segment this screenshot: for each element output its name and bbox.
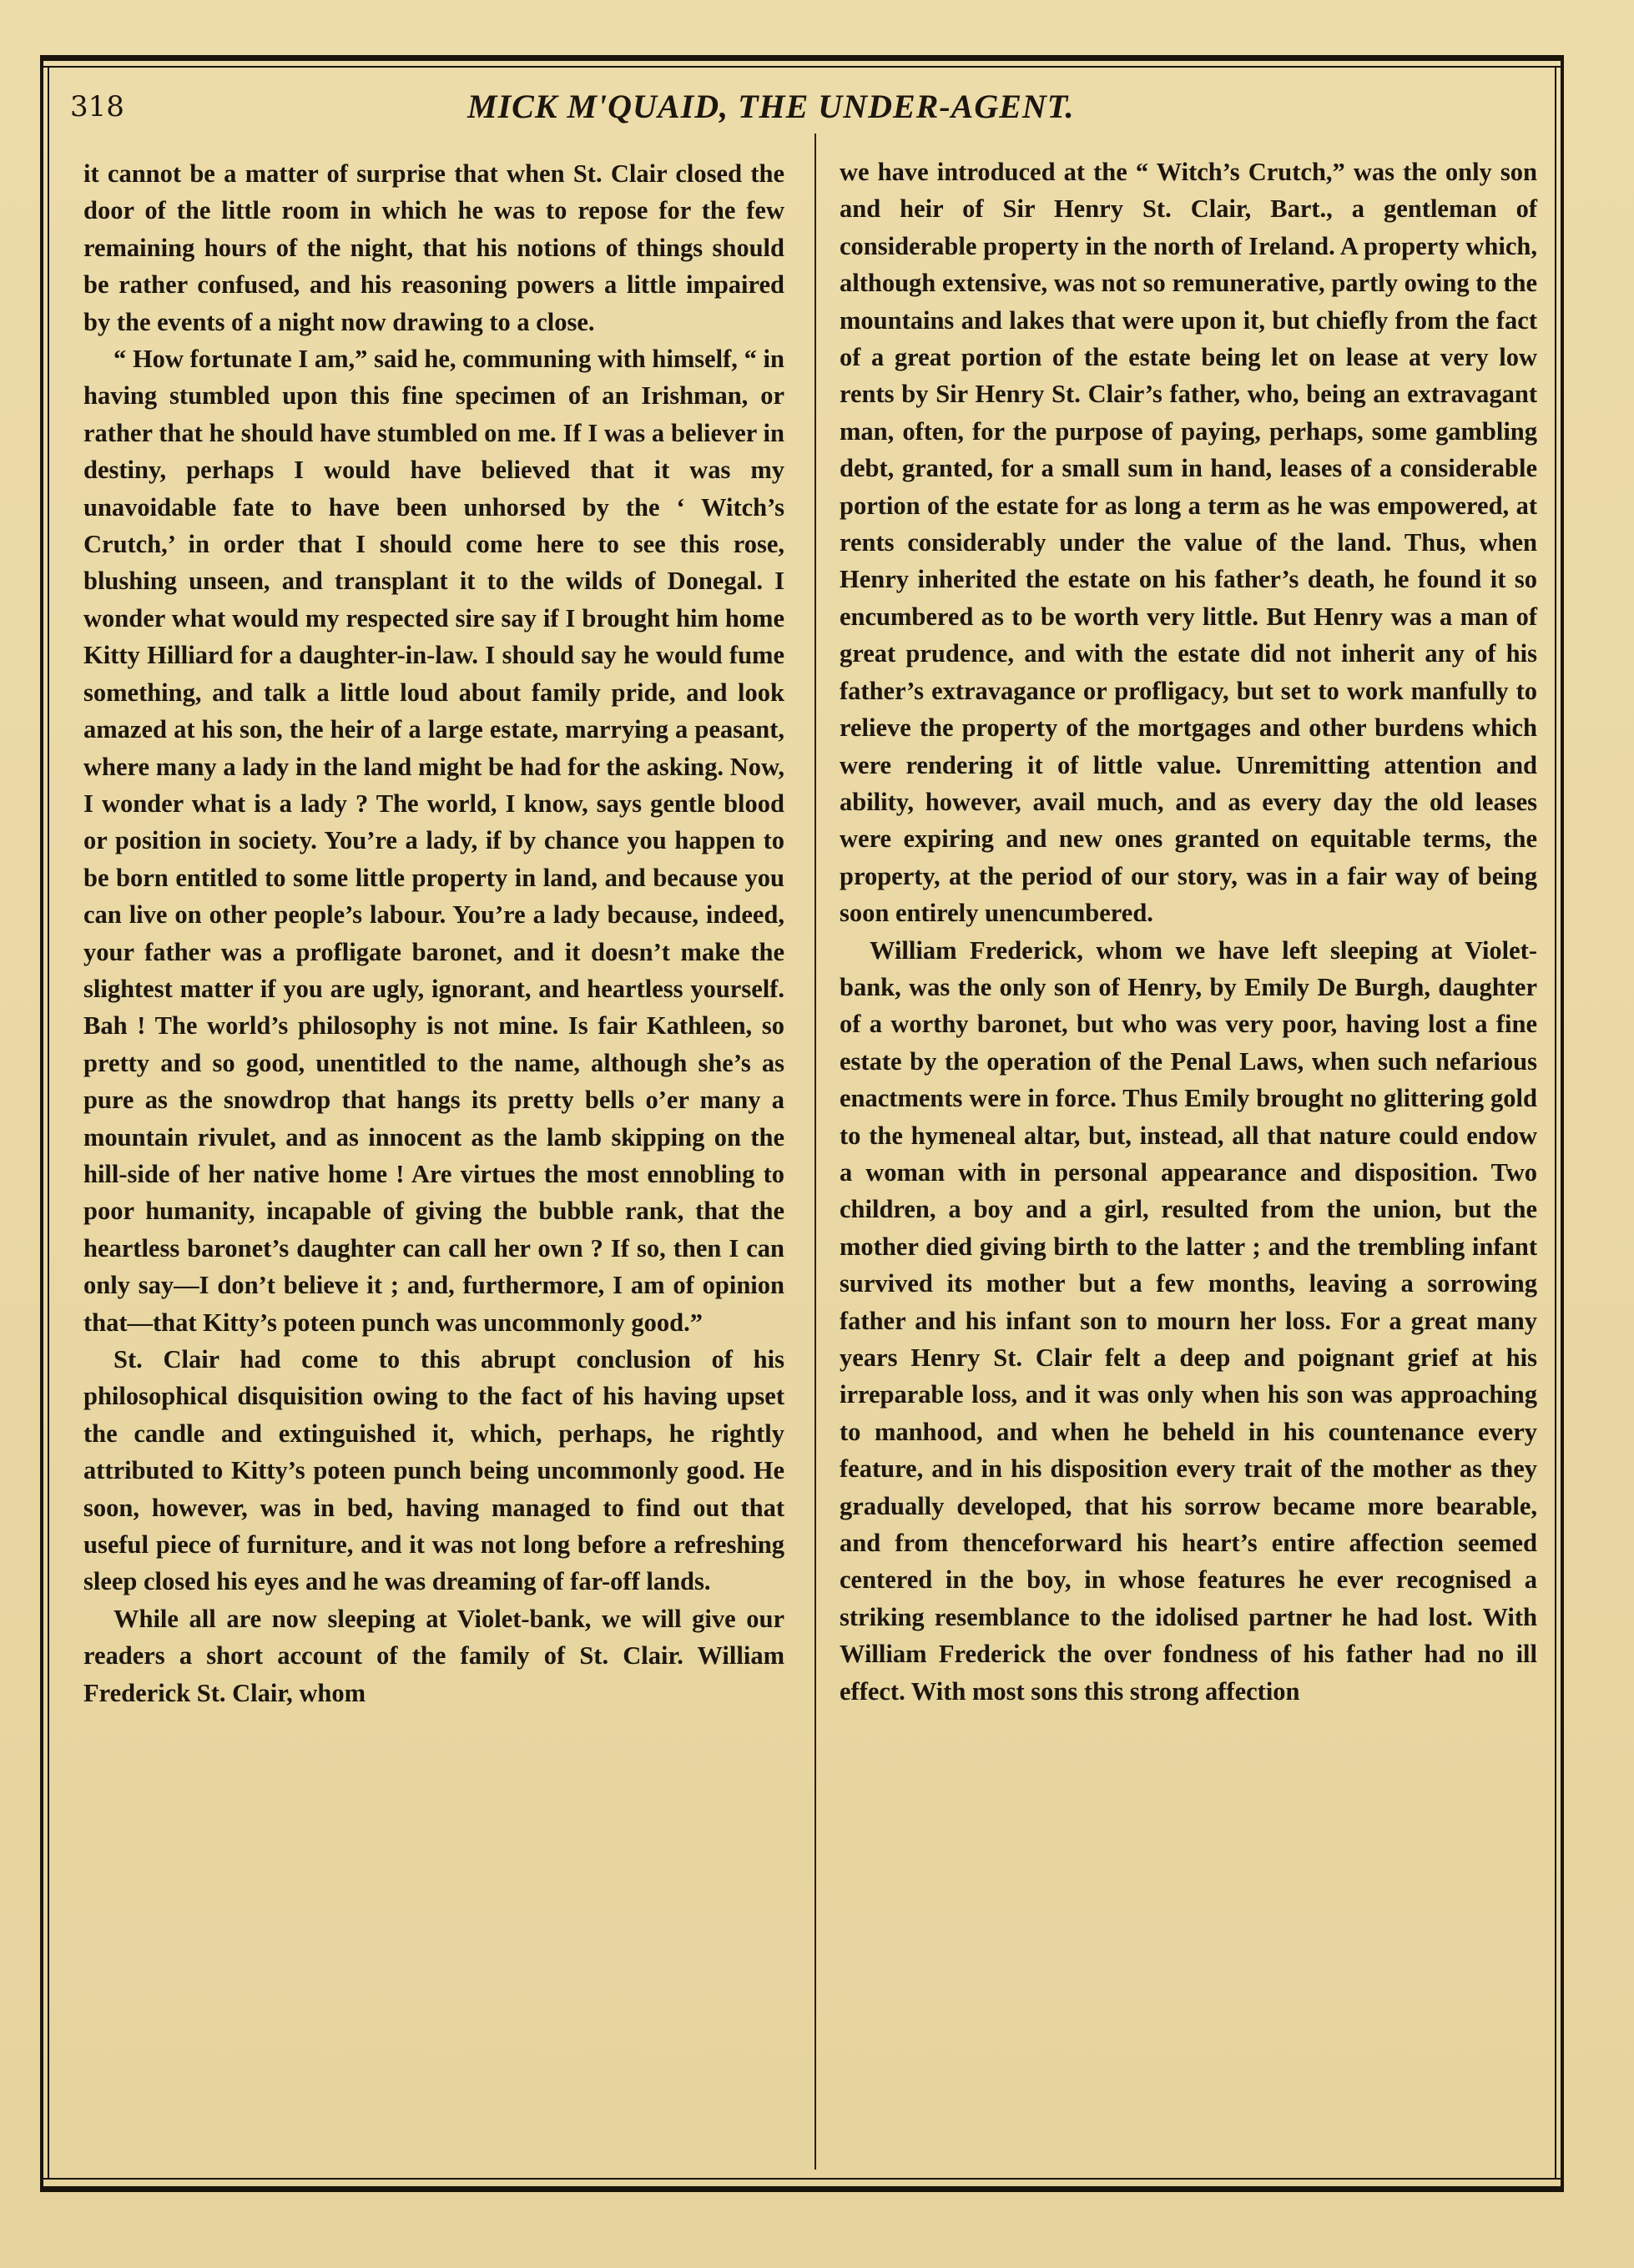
left-paragraph-4: While all are now sleeping at Violet-bank, we will give our readers a short account of the family of St. Clair. William Frederick St. Clair, whom — [83, 1604, 784, 1707]
bottom-border-rule — [40, 2186, 1564, 2192]
right-border-rule — [1561, 55, 1564, 2192]
left-paragraph-3: St. Clair had come to this abrupt conclusion of his philosophical disquisition owing to the fact of his having upset the candle and extinguished it, which, perhaps, he rightly attributed to Kitty’s poteen punch being uncommonly good. He soon, however, was in bed, having managed to find out that useful piece of furniture, and it was not long before a refreshing sleep closed his eyes and he was dreaming of far-off lands. — [83, 1345, 784, 1596]
right-paragraph-2: William Frederick, whom we have left sleeping at Violet-bank, was the only son of Henry, by Emily De Burgh, daughter of a worthy baronet, but who was very poor, having lost a fine estate by the operation of the Penal Laws, when such nefarious enactments were in force. Thus Emily brought no glittering gold to the hymeneal altar, but, instead, all that nature could endow a woman with in personal appearance and disposition. Two children, a boy and a girl, resulted from the union, but the mother died giving birth to the latter ; and the trembling infant survived its mother but a few months, leaving a sorrowing father and his infant son to mourn her loss. For a great many years Henry St. Clair felt a deep and poignant grief at his irreparable loss, and it was only when his son was approaching to manhood, and when he beheld in his countenance every feature, and in his disposition every trait of the mother as they gradually developed, that his sorrow became more bearable, and from thenceforward his heart’s entire affection seemed centered in the boy, in whose features he ever recognised a striking resemblance to the idolised partner he had lost. With William Frederick the over fondness of his father had no ill effect. With most sons this strong affection — [840, 935, 1537, 1706]
left-column — [83, 155, 784, 1711]
right-column — [840, 154, 1537, 1710]
right-paragraph-1: we have introduced at the “ Witch’s Crutch,” was the only son and heir of Sir Henry St. Clair, Bart., a gentleman of considerable property in the north of Ireland. A property which, although extensive, was not so remunerative, partly owing to the mountains and lakes that were upon it, but chiefly from the fact of a great portion of the estate being let on lease at very low rents by Sir Henry St. Clair’s father, who, being an extravagant man, often, for the purpose of paying, perhaps, some gambling debt, granted, for a small sum in hand, leases of a considerable portion of the estate for as long a term as he was empowered, at rents considerably under the value of the land. Thus, when Henry inherited the estate on his father’s death, he found it so encumbered as to be worth very little. But Henry was a man of great prudence, and with the estate did not inherit any of his father’s extravagance or profligacy, but set to work manfully to relieve the property of the mortgages and other burdens which were rendering it of little value. Unremitting attention and ability, however, avail much, and as every day the old leases were expiring and new ones granted on equitable terms, the property, at the period of our story, was in a fair way of being soon entirely unencumbered. — [840, 158, 1537, 928]
left-border-thin-rule — [48, 67, 49, 2180]
left-border-rule — [40, 55, 43, 2192]
top-border-rule — [40, 55, 1564, 61]
running-title: MICK M'QUAID, THE UNDER-AGENT. — [467, 88, 1075, 125]
bottom-border-thin-rule — [40, 2178, 1564, 2180]
column-divider — [814, 134, 816, 2170]
left-paragraph-2: “ How fortunate I am,” said he, communing with himself, “ in having stumbled upon this fine specimen of an Irishman, or rather that he should have stumbled on me. If I was a believer in destiny, perhaps I would have believed that it was my unavoidable fate to have been unhorsed by the ‘ Witch’s Crutch,’ in order that I should come here to see this rose, blushing unseen, and transplant it to the wilds of Donegal. I wonder what would my respected sire say if I brought him home Kitty Hilliard for a daughter-in-law. I should say he would fume something, and talk a little loud about family pride, and look amazed at his son, the heir of a large estate, marrying a peasant, where many a lady in the land might be had for the asking. Now, I wonder what is a lady ? The world, I know, says gentle blood or position in society. You’re a lady, if by chance you happen to be born entitled to some little property in land, and because you can live on other people’s labour. You’re a lady because, indeed, your father was a profligate baronet, and it doesn’t make the slightest matter if you are ugly, ignorant, and heartless yourself. Bah ! The world’s philosophy is not mine. Is fair Kathleen, so pretty and so good, unentitled to the name, although she’s as pure as the snowdrop that hangs its pretty bells o’er many a mountain rivulet, and as innocent as the lamb skipping on the hill-side of her native home ! Are virtues the most ennobling to poor humanity, incapable of giving the bubble rank, that the heartless baronet’s daughter can call her own ? If so, then I can only say—I don’t believe it ; and, furthermore, I am of opinion that—that Kitty’s poteen punch was uncommonly good.” — [83, 345, 784, 1337]
right-border-thin-rule — [1555, 67, 1556, 2180]
top-border-thin-rule — [40, 66, 1564, 68]
left-paragraph-1: it cannot be a matter of surprise that when St. Clair closed the door of the little room in which he was to repose for the few remaining hours of the night, that his notions of things should be rather confused, and his reasoning powers a little impaired by the events of a night now drawing to a close. — [83, 159, 784, 336]
page-number: 318 — [70, 90, 124, 123]
